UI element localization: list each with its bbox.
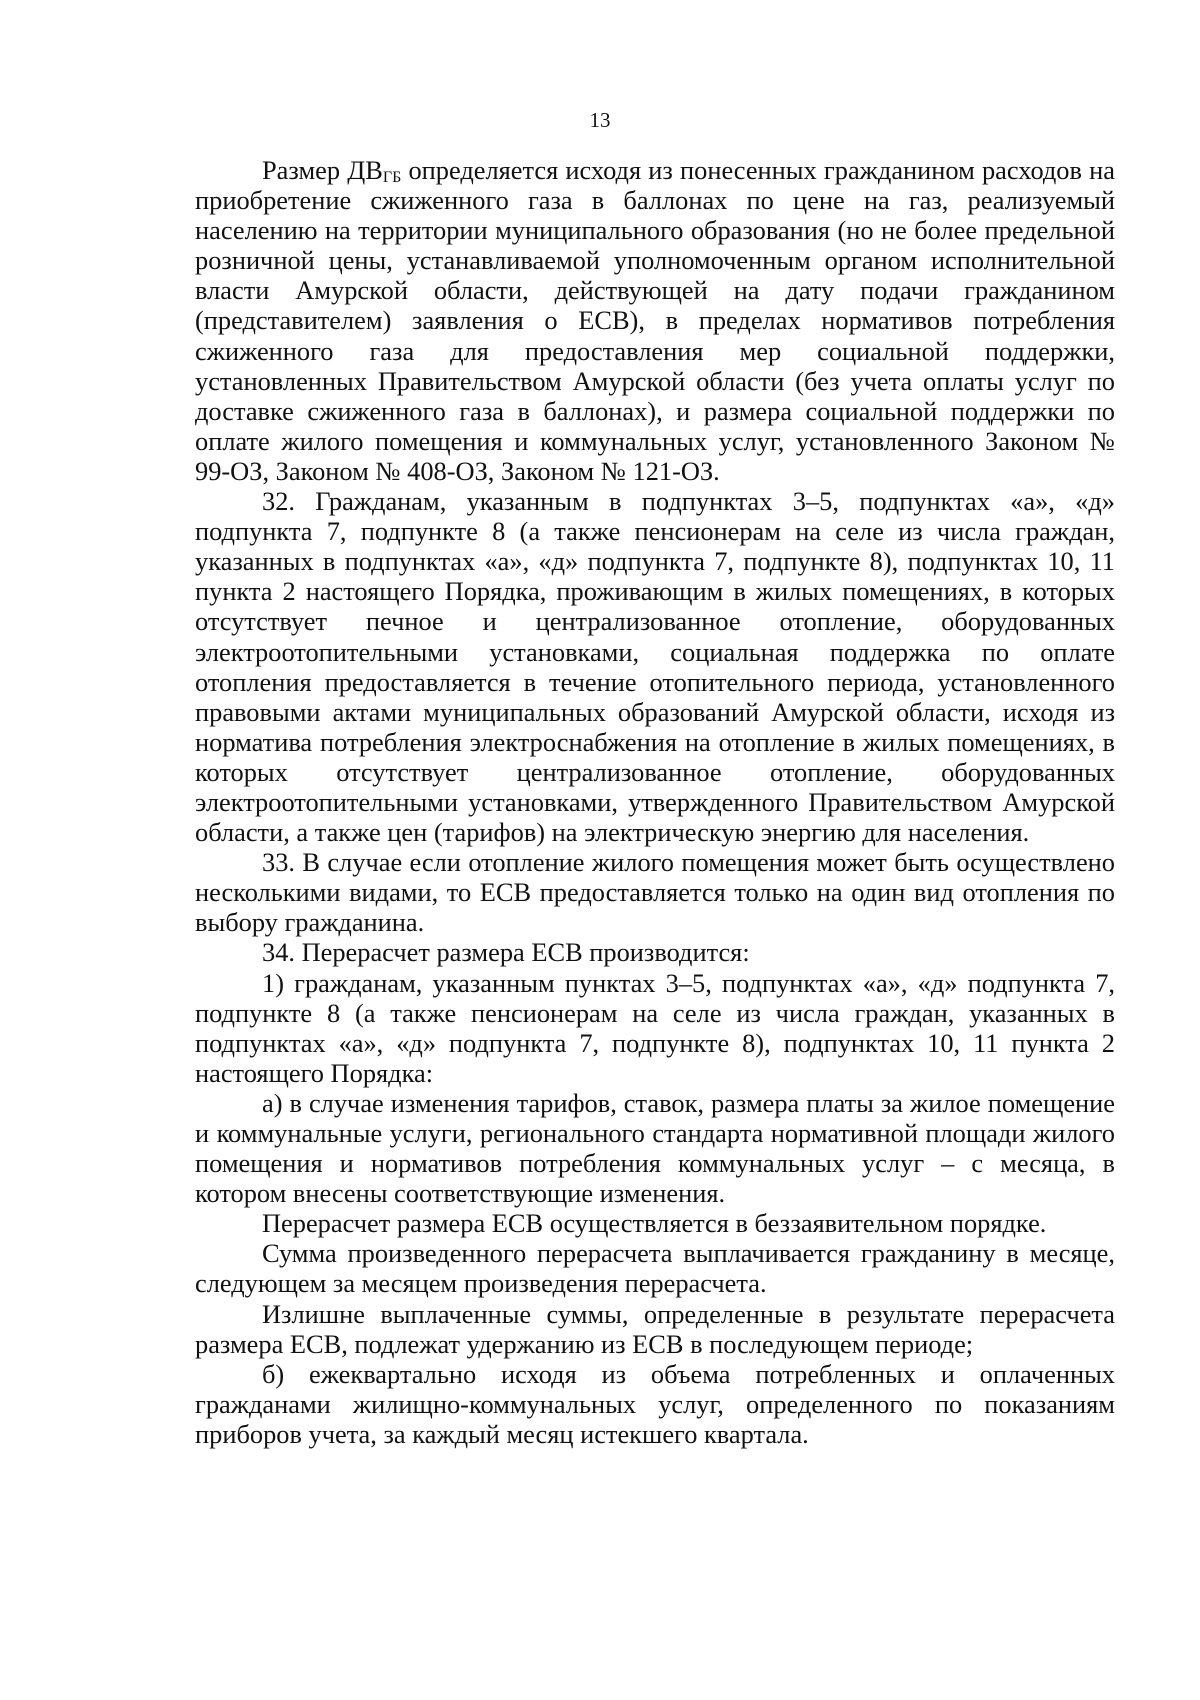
document-body [195,155,1115,1449]
paragraph-34-item-1a: а) в случае изменения тарифов, ставок, размера платы за жилое помещение и коммунальные услуги, регионального стандарта нормативной площади жилого помещения и нормативов потребления коммунальных услуг – с месяца, в котором внесены соответствующие изменения. [195,1087,1115,1209]
paragraph-recalc-payment: Сумма произведенного перерасчета выплачивается гражданину в месяце, следующем за месяцем произведения перерасчета. [195,1238,1115,1299]
paragraph-34: 34. Перерасчет размера ЕСВ производится: [262,937,750,968]
paragraph-overpaid-sums: Излишне выплаченные суммы, определенные в результате перерасчета размера ЕСВ, подлежат удержанию из ЕСВ в последующем периоде; [195,1298,1115,1359]
paragraph-34-item-1: 1) гражданам, указанным пунктах 3–5, подпунктах «а», «д» подпункта 7, подпункте 8 (а также пенсионерам на селе из числа граждан, указанных в подпунктах «а», «д» подпункта 7, подпункте 8), подпунктах 10, 11 пункта 2 настоящего Порядка: [195,967,1115,1088]
paragraph-33: 33. В случае если отопление жилого помещения может быть осуществлено несколькими видами, то ЕСВ предоставляется только на один вид отопления по выбору гражданина. [195,847,1115,938]
paragraph-text-start: Размер ДВ [262,155,383,185]
page-number: 13 [589,108,611,132]
paragraph-text-rest: определяется исходя из понесенных гражданином расходов на приобретение сжиженного газа в баллонах по цене на газ, реализуемый населению на территории муниципального образования (но не более предельной розничной цены, устанавливаемой уполномоченным органом исполнительной власти Амурской области, действующей на дату подачи гражданином (представителем) заявления о ЕСВ), в пределах нормативов потребления сжиженного газа для предоставления мер социальной поддержки, установленных Правительством Амурской области (без учета оплаты услуг по доставке сжиженного газа в баллонах), и размера социальной поддержки по оплате жилого помещения и коммунальных услуг, установленного Законом № 99-ОЗ, Законом № 408-ОЗ, Законом № 121-ОЗ. [195,155,1115,486]
subscript-gb: ГБ [382,169,402,186]
paragraph-recalc-procedure: Перерасчет размера ЕСВ осуществляется в беззаявительном порядке. [262,1208,1047,1239]
paragraph-34-item-1b: б) ежеквартально исходя из объема потребленных и оплаченных гражданами жилищно-коммунальных услуг, определенного по показаниям приборов учета, за каждый месяц истекшего квартала. [195,1358,1115,1449]
paragraph-32: 32. Гражданам, указанным в подпунктах 3–5, подпунктах «а», «д» подпункта 7, подпункте 8 (а также пенсионерам на селе из числа граждан, указанных в подпунктах «а», «д» подпункта 7, подпункте 8), подпунктах 10, 11 пункта 2 настоящего Порядка, проживающим в жилых помещениях, в которых отсутствует печное и централизованное отопление, оборудованных электроотопительными установками, социальная поддержка по оплате отопления предоставляется в течение отопительного периода, установленного правовыми актами муниципальных образований Амурской области, исходя из норматива потребления электроснабжения на отопление в жилых помещениях, в которых отсутствует централизованное отопление, оборудованных электроотопительными установками, утвержденного Правительством Амурской области, а также цен (тарифов) на электрическую энергию для населения. [195,486,1115,848]
paragraph-dv-gb-size [195,155,1115,486]
